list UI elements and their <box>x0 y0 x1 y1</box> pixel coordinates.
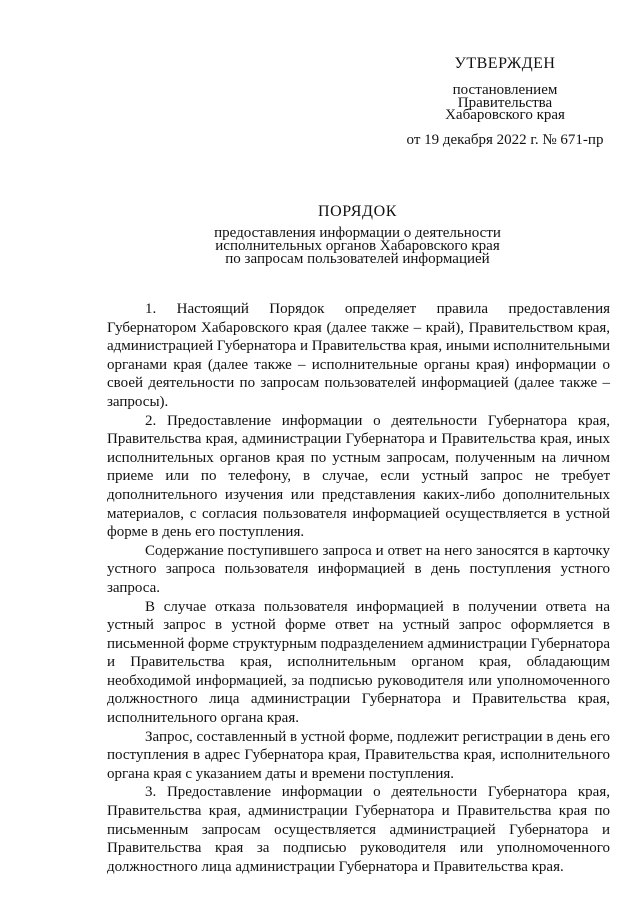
document-subtitle-line-3: по запросам пользователей информацией <box>225 251 490 267</box>
document-body <box>107 300 610 876</box>
document-title-block <box>100 203 615 266</box>
approval-date: от 19 декабря 2022 г. № 671-пр <box>406 131 604 148</box>
paragraph: Запрос, составленный в устной форме, подлежит регистрации в день его поступления в адрес Губернатора края, Правительства края, исполнительного органа края с указанием даты и времени поступления. <box>107 728 611 782</box>
paragraph: В случае отказа пользователя информацией в получении ответа на устный запрос в устной форме ответ на устный запрос оформляется в письменной форме структурным подразделением администрации Губернатора и Правительства края, исполнительным органом края, обладающим необходимой информацией, за подписью руководителя или уполномоченного должностного лица администрации Губернатора и Правительства края, исполнительного органа края. <box>107 598 610 727</box>
document-title: ПОРЯДОК <box>317 203 397 220</box>
approval-stamp <box>380 56 630 148</box>
document-subtitle-line-1: предоставления информации о деятельности <box>214 225 501 241</box>
paragraph: 1. Настоящий Порядок определяет правила предоставления Губернатором Хабаровского края (далее также – край), Правительством края, администрацией Губернатора и Правительства края, иными исполнительными органами края (далее также – исполнительные органы края) информации о своей деятельности по запросам пользователей информацией (далее также – запросы). <box>107 301 610 410</box>
paragraph: 3. Предоставление информации о деятельности Губернатора края, Правительства края, администрации Губернатора и Правительства края по письменным запросам осуществляется администрацией Губернатора и Правительства края за подписью руководителя или уполномоченного должностного лица администрации Губернатора и Правительства края. <box>107 784 610 875</box>
approval-line-2: Правительства <box>457 94 553 111</box>
paragraph: 2. Предоставление информации о деятельности Губернатора края, Правительства края, администрации Губернатора и Правительства края, иных исполнительных органов края по устным запросам, полученным на личном приеме или по телефону, в случае, если устный запрос не требует дополнительного изучения или представления каких-либо дополнительных материалов, с согласия пользователя информацией осуществляется в устной форме в день его поступления. <box>107 412 610 541</box>
document-subtitle-line-2: исполнительных органов Хабаровского края <box>215 238 500 254</box>
approval-line-1: постановлением <box>452 82 558 98</box>
approval-line-3: Хабаровского края <box>445 107 565 123</box>
paragraph: Содержание поступившего запроса и ответ на него заносятся в карточку устного запроса пользователя информацией в день поступления устного запроса. <box>107 542 610 596</box>
approved-heading: УТВЕРЖДЕН <box>454 55 556 72</box>
